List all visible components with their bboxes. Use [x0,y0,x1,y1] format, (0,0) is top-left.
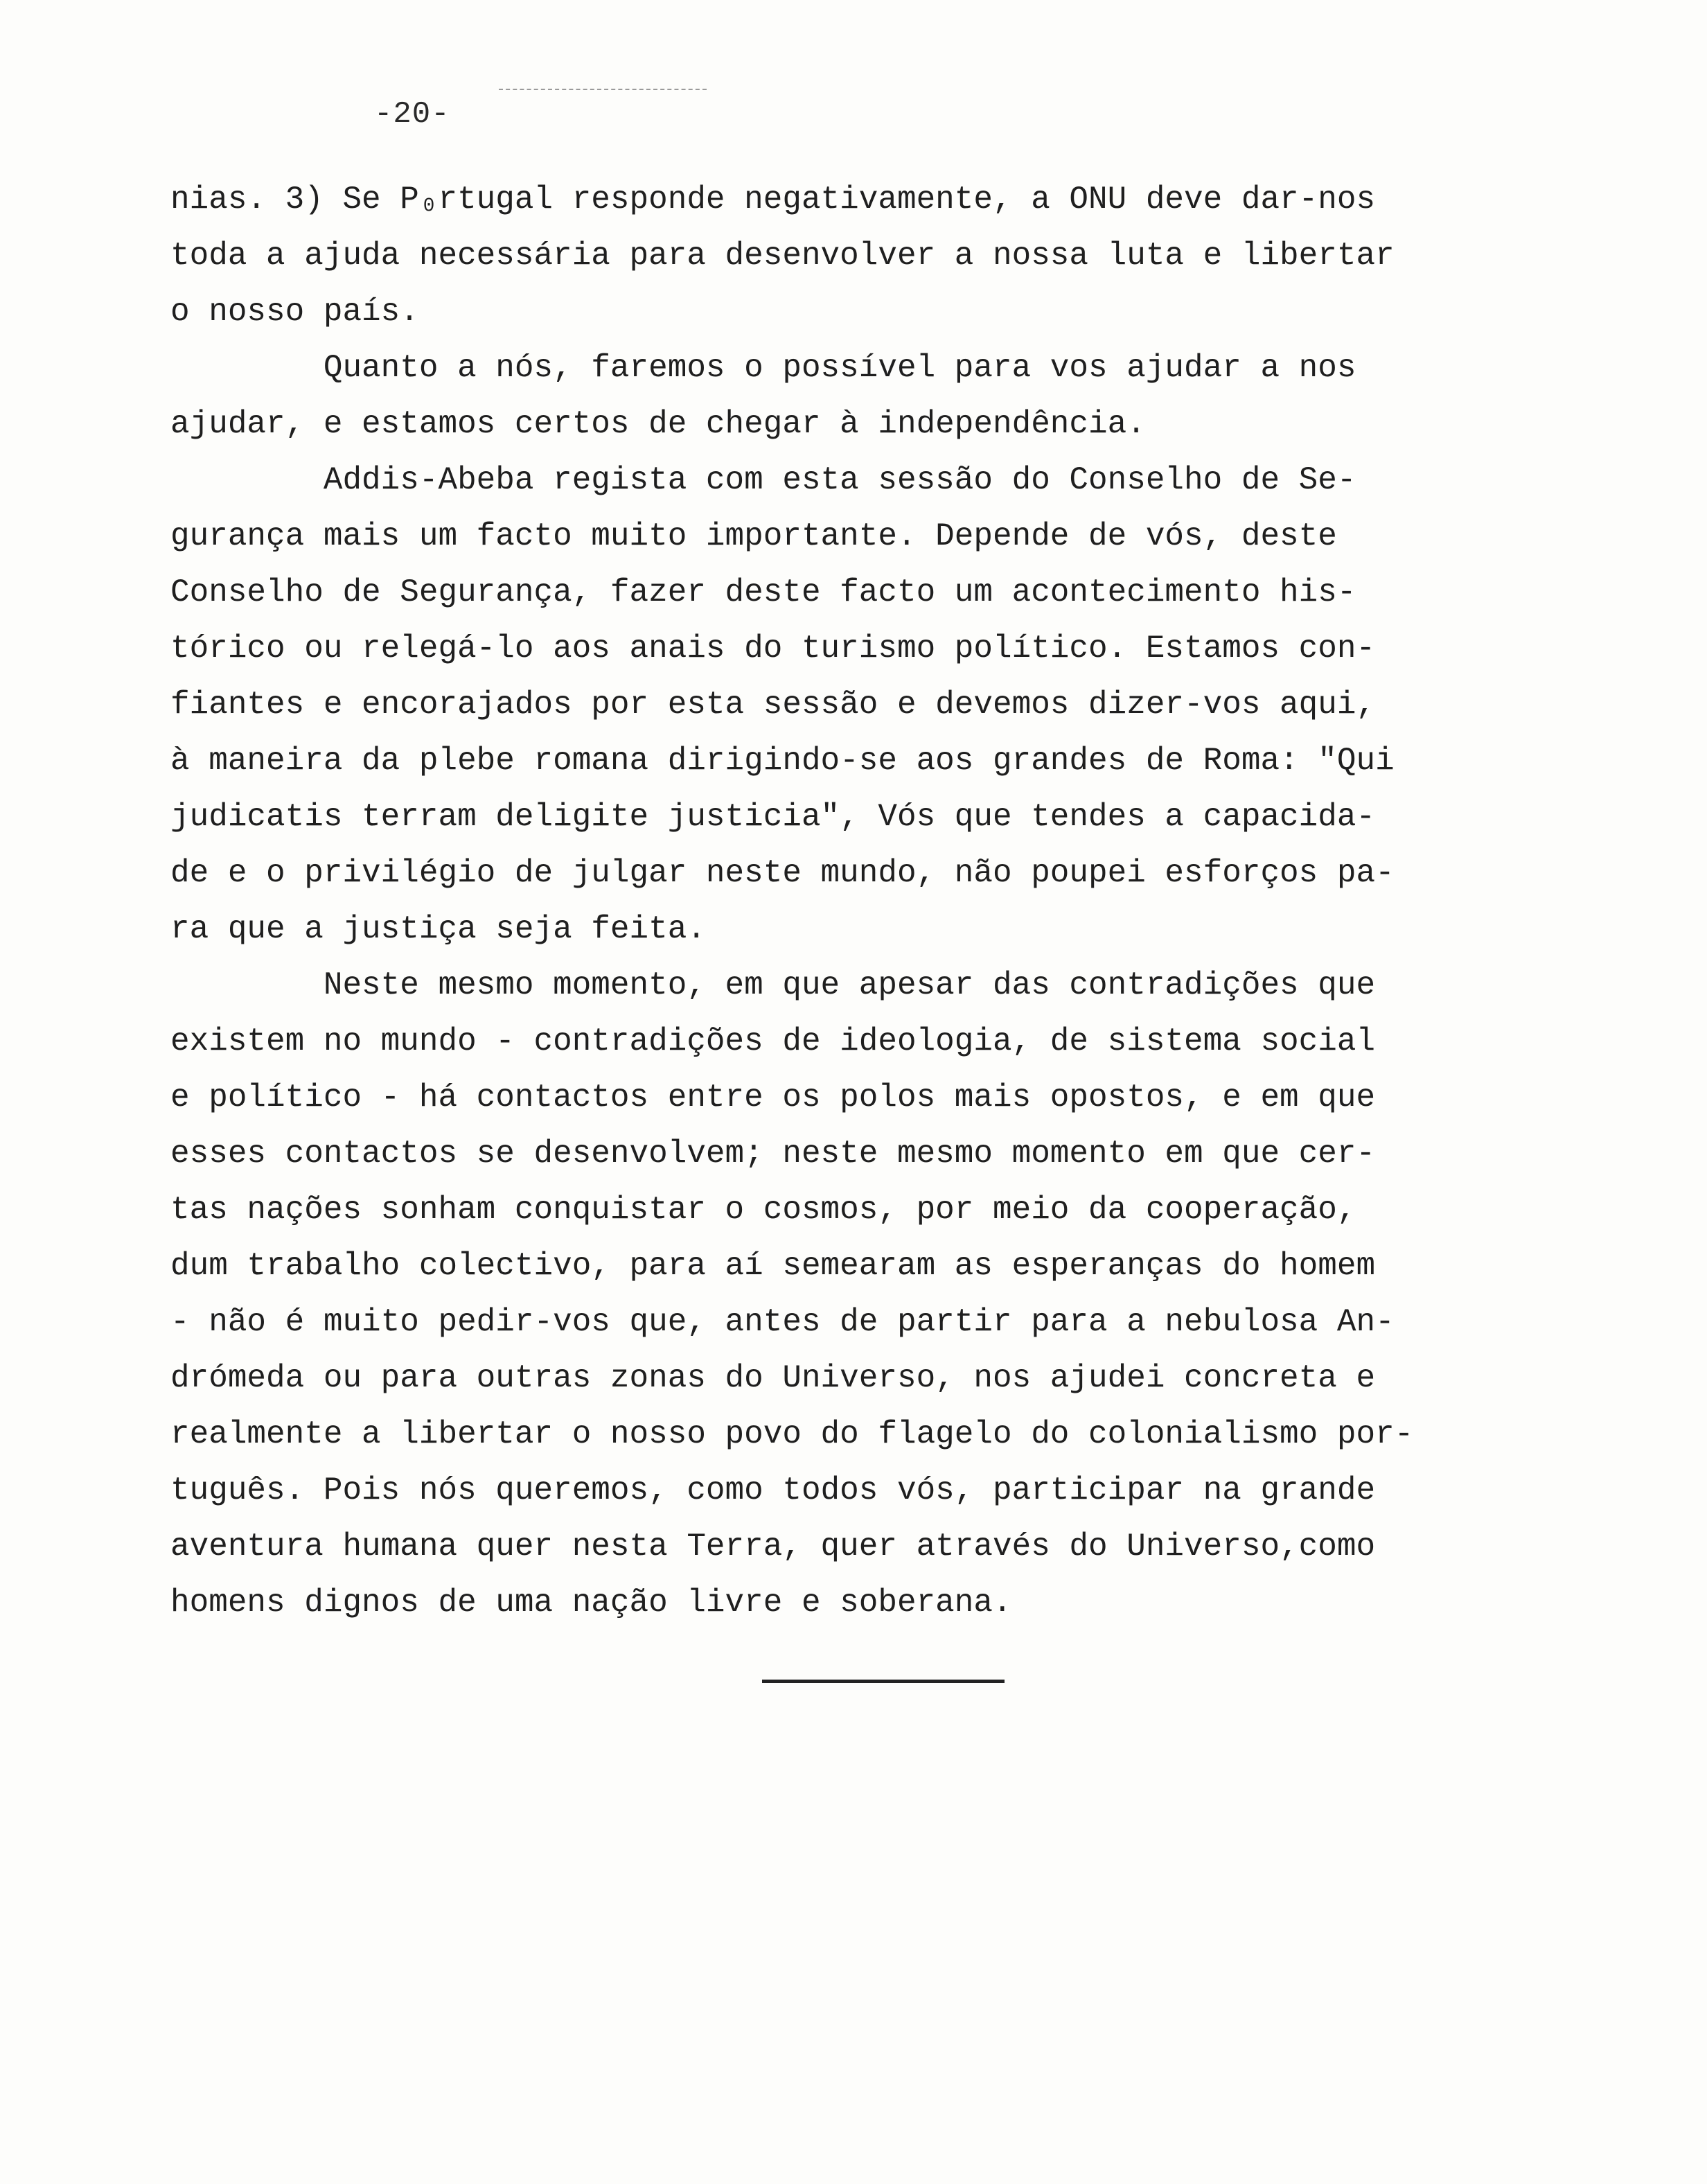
text-line: tórico ou relegá-lo aos anais do turismo político. Estamos con- [170,631,1376,667]
text-line: esses contactos se desenvolvem; neste mesmo momento em que cer- [170,1136,1376,1172]
text-line: gurança mais um facto muito importante. Depende de vós, deste [170,518,1337,554]
text-line: existem no mundo - contradições de ideologia, de sistema social [170,1023,1376,1059]
text-line: homens dignos de uma nação livre e soberana. [170,1585,1012,1621]
body-text [170,172,1542,1631]
text-line: Quanto a nós, faremos o possível para vos ajudar a nos [170,350,1356,386]
page-number: -20- [374,97,450,132]
text-line: de e o privilégio de julgar neste mundo, não poupei esforços pa- [170,855,1395,891]
text-line: tuguês. Pois nós queremos, como todos vós, participar na grande [170,1472,1376,1508]
text-line: drómeda ou para outras zonas do Universo, nos ajudei concreta e [170,1360,1376,1396]
text-line: o nosso país. [170,294,419,330]
text-line: Neste mesmo momento, em que apesar das contradições que [170,967,1376,1003]
text-line: realmente a libertar o nosso povo do flagelo do colonialismo por- [170,1416,1414,1452]
text-line: e político - há contactos entre os polos mais opostos, e em que [170,1080,1376,1116]
text-line: judicatis terram deligite justicia", Vós que tendes a capacida- [170,799,1376,835]
end-of-text-rule [762,1680,1005,1683]
text-line: aventura humana quer nesta Terra, quer através do Universo,como [170,1529,1376,1565]
text-line: Addis-Abeba regista com esta sessão do Conselho de Se- [170,462,1356,498]
text-line: ajudar, e estamos certos de chegar à independência. [170,406,1146,442]
text-line: fiantes e encorajados por esta sessão e devemos dizer-vos aqui, [170,687,1376,723]
text-line: ra que a justiça seja feita. [170,911,706,947]
text-line: Conselho de Segurança, fazer deste facto um acontecimento his- [170,574,1356,610]
text-line: dum trabalho colectivo, para aí semearam as esperanças do homem [170,1248,1376,1284]
text-line: à maneira da plebe romana dirigindo-se aos grandes de Roma: "Qui [170,743,1395,779]
text-line: tas nações sonham conquistar o cosmos, por meio da cooperação, [170,1192,1356,1228]
text-line: nias. 3) Se P₀rtugal responde negativamente, a ONU deve dar-nos [170,182,1376,218]
text-line: - não é muito pedir-vos que, antes de partir para a nebulosa An- [170,1304,1395,1340]
header-dash-mark [499,89,707,90]
text-line: toda a ajuda necessária para desenvolver a nossa luta e libertar [170,238,1395,274]
